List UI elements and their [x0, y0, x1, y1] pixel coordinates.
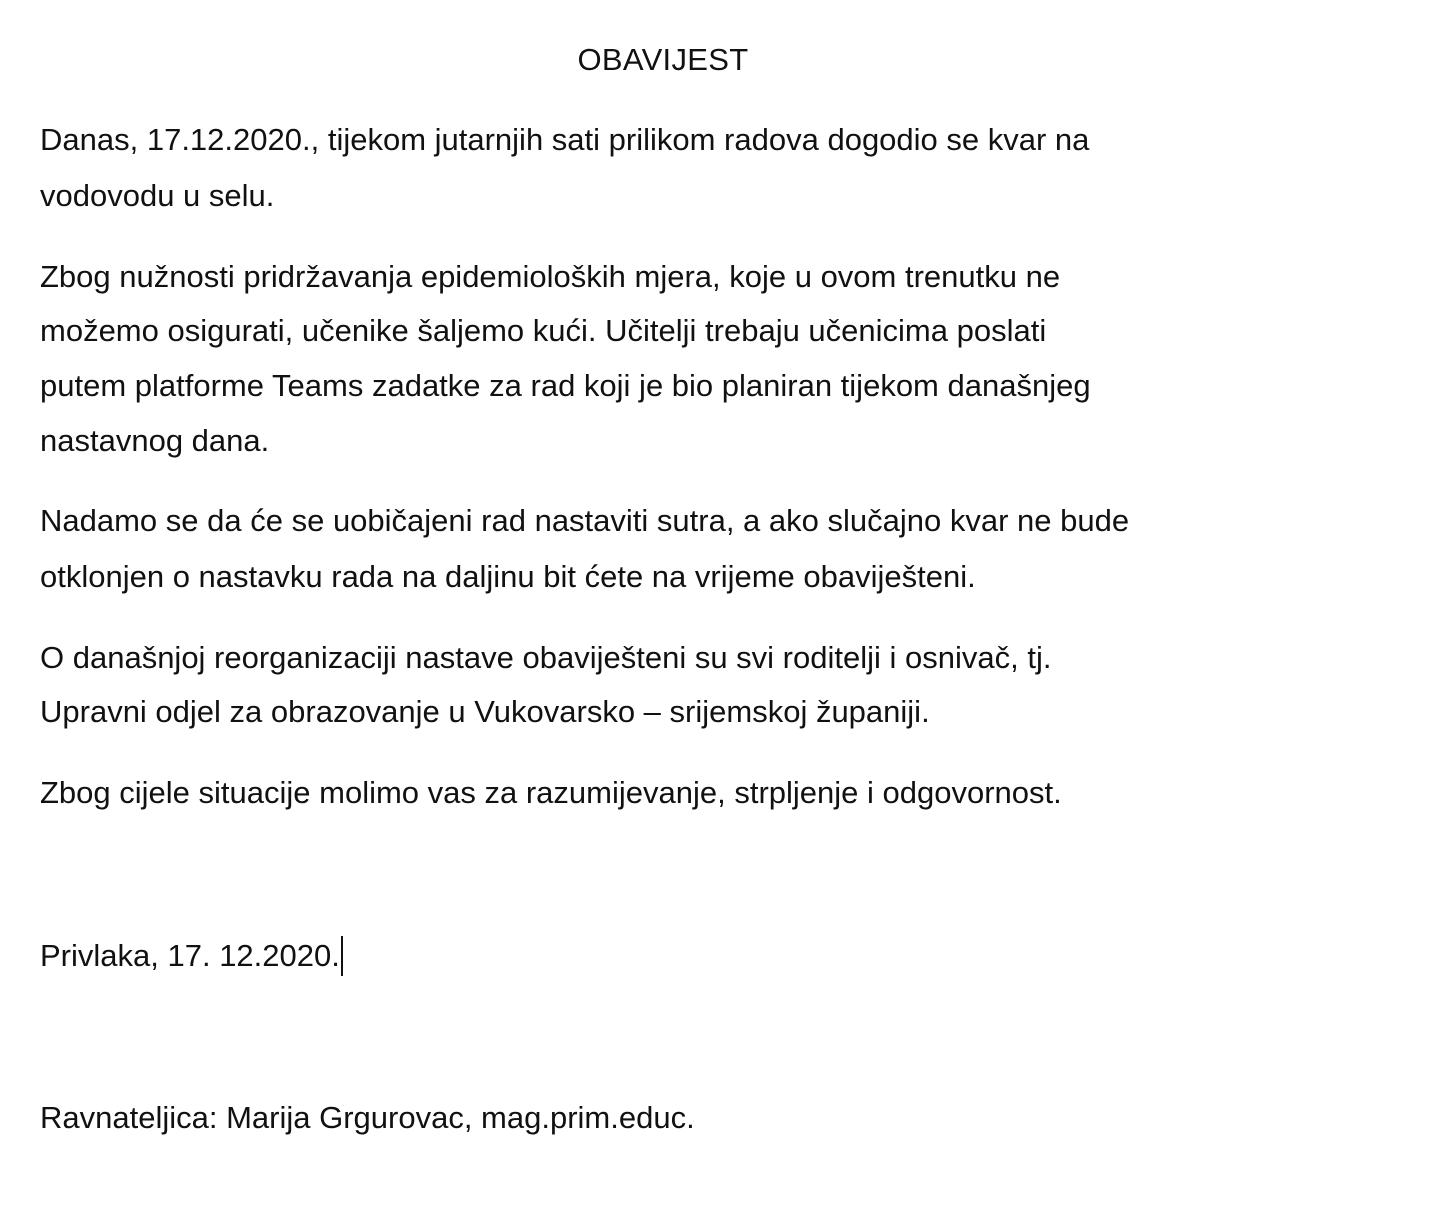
- paragraph-line: možemo osigurati, učenike šaljemo kući. Učitelji trebaju učenicima poslati: [40, 313, 1047, 348]
- paragraph-line: Zbog nužnosti pridržavanja epidemioloških mjera, koje u ovom trenutku ne: [40, 259, 1061, 294]
- paragraph-line: Danas, 17.12.2020., tijekom jutarnjih sati prilikom radova dogodio se kvar na: [40, 122, 1090, 157]
- paragraph-line: putem platforme Teams zadatke za rad koji je bio planiran tijekom današnjeg: [40, 368, 1091, 403]
- paragraph-line: otklonjen o nastavku rada na daljinu bit ćete na vrijeme obaviješteni.: [40, 559, 976, 594]
- paragraph-line: Upravni odjel za obrazovanje u Vukovarsko – srijemskoj županiji.: [40, 694, 930, 729]
- place-date-line[interactable]: [40, 936, 343, 976]
- place-date: Privlaka, 17. 12.2020.: [40, 938, 340, 973]
- paragraph-line: O današnjoj reorganizaciji nastave obaviješteni su svi roditelji i osnivač, tj.: [40, 640, 1052, 675]
- paragraph-line: Nadamo se da će se uobičajeni rad nastaviti sutra, a ako slučajno kvar ne bude: [40, 503, 1130, 538]
- text-cursor: [341, 936, 343, 976]
- paragraph-line: Zbog cijele situacije molimo vas za razumijevanje, strpljenje i odgovornost.: [40, 775, 1062, 810]
- signature: Ravnateljica: Marija Grgurovac, mag.prim.educ.: [40, 1100, 695, 1135]
- paragraph-line: nastavnog dana.: [40, 423, 270, 458]
- document-title: OBAVIJEST: [577, 42, 749, 77]
- paragraph-line: vodovodu u selu.: [40, 178, 275, 213]
